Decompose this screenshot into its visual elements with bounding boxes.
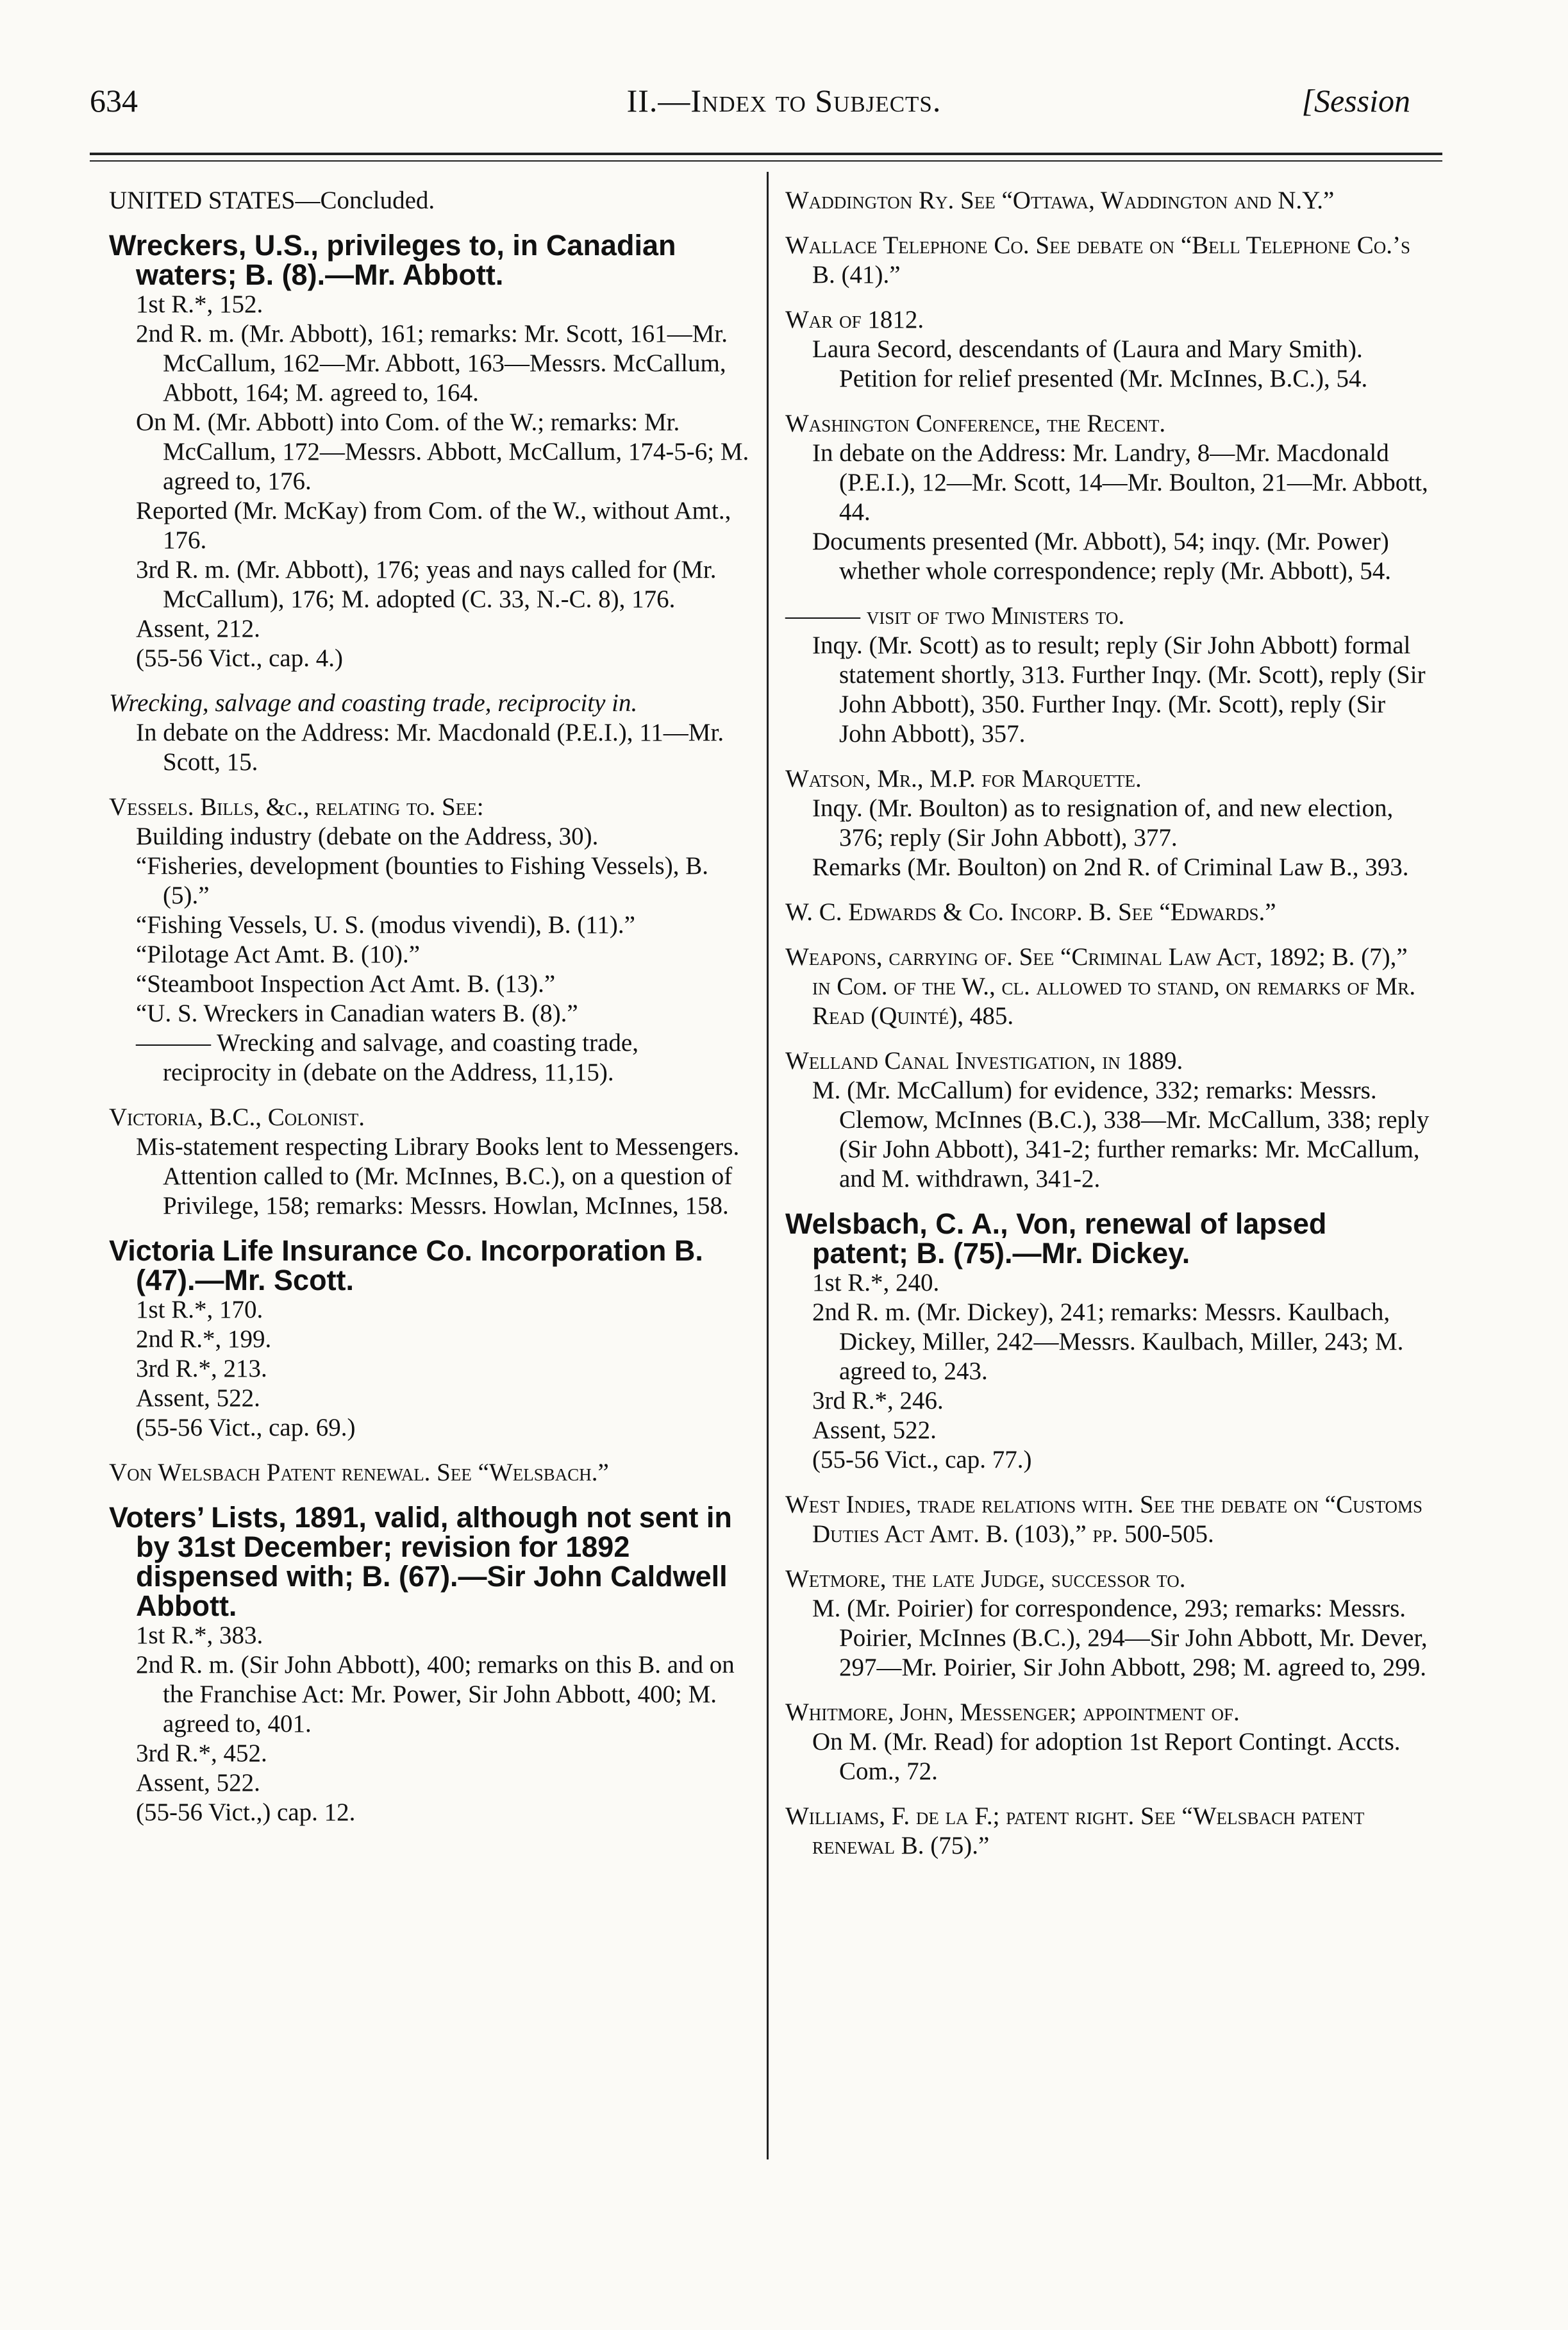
entry-line: On M. (Mr. Read) for adoption 1st Report Contingt. Accts. Com., 72. xyxy=(812,1728,1401,1785)
entry-line: Inqy. (Mr. Scott) as to result; reply (Sir John Abbott) formal statement shortly, 313. Further Inqy. (Mr. Scott), reply (Sir John Abbott), 350. Further Inqy. (Mr. Scott), reply (Sir John Abbott), 357. xyxy=(812,632,1426,748)
index-entry xyxy=(785,409,1430,586)
header-rule xyxy=(90,153,1442,155)
index-entry xyxy=(785,898,1430,927)
entry-heading: Weapons, carrying of. See “Criminal Law Act, 1892; B. (7),” in Com. of the W., cl. allowed to stand, on remarks of Mr. Read (Quinté), 485. xyxy=(785,943,1416,1030)
entry-heading: Vessels. Bills, &c., relating to. See: xyxy=(109,793,484,821)
entry-heading: Wrecking, salvage and coasting trade, reciprocity in. xyxy=(109,689,638,717)
entry-line: (55-56 Vict.,) cap. 12. xyxy=(136,1798,356,1826)
entry-heading: Wreckers, U.S., privileges to, in Canadian waters; B. (8).—Mr. Abbott. xyxy=(109,229,676,291)
entry-heading: Von Welsbach Patent renewal. See “Welsbach.” xyxy=(109,1459,609,1486)
session-label: [Session xyxy=(1301,83,1410,119)
entry-heading: Voters’ Lists, 1891, valid, although not sent in by 31st December; revision for 1892 dispensed with; B. (67).—Sir John Caldwell Abbott. xyxy=(109,1501,732,1622)
index-entry xyxy=(109,186,750,215)
entry-heading: W. C. Edwards & Co. Incorp. B. See “Edwards.” xyxy=(785,898,1276,926)
entry-line: In debate on the Address: Mr. Macdonald (P.E.I.), 11—Mr. Scott, 15. xyxy=(136,719,724,776)
entry-line: 3rd R.*, 246. xyxy=(812,1387,944,1414)
column-divider xyxy=(767,172,769,2159)
entry-heading: Wetmore, the late Judge, successor to. xyxy=(785,1565,1186,1593)
entry-heading: UNITED STATES—Concluded. xyxy=(109,187,435,214)
running-title: II.—Index to Subjects. xyxy=(626,83,942,119)
entry-heading: Williams, F. de la F.; patent right. See “Welsbach patent renewal B. (75).” xyxy=(785,1802,1365,1859)
entry-line: Laura Secord, descendants of (Laura and Mary Smith). Petition for relief presented (Mr. McInnes, B.C.), 54. xyxy=(812,335,1368,392)
entry-line: 3rd R. m. (Mr. Abbott), 176; yeas and nays called for (Mr. McCallum), 176; M. adopted (C. 33, N.-C. 8), 176. xyxy=(136,556,717,613)
header-rule-thin xyxy=(90,160,1442,162)
entry-heading: West Indies, trade relations with. See the debate on “Customs Duties Act Amt. B. (103),” pp. 500-505. xyxy=(785,1491,1423,1548)
index-entry xyxy=(109,1503,750,1827)
index-entry xyxy=(785,1046,1430,1194)
index-entry xyxy=(785,1564,1430,1682)
entry-line: Remarks (Mr. Boulton) on 2nd R. of Criminal Law B., 393. xyxy=(812,853,1409,881)
entry-line: 3rd R.*, 452. xyxy=(136,1739,267,1767)
entry-line: Assent, 522. xyxy=(136,1769,260,1797)
entry-line: 1st R.*, 383. xyxy=(136,1622,263,1649)
index-entry xyxy=(785,186,1430,215)
entry-line: 2nd R. m. (Sir John Abbott), 400; remarks on this B. and on the Franchise Act: Mr. Power, Sir John Abbott, 400; M. agreed to, 401. xyxy=(136,1651,735,1738)
entry-line: 2nd R. m. (Mr. Abbott), 161; remarks: Mr. Scott, 161—Mr. McCallum, 162—Mr. Abbott, 163—Messrs. McCallum, Abbott, 164; M. agreed to, 164. xyxy=(136,320,728,406)
entry-heading: Victoria, B.C., Colonist. xyxy=(109,1103,365,1131)
entry-line: 2nd R. m. (Mr. Dickey), 241; remarks: Messrs. Kaulbach, Dickey, Miller, 242—Messrs. Kaulbach, Miller, 243; M. agreed to, 243. xyxy=(812,1298,1404,1385)
entry-line: On M. (Mr. Abbott) into Com. of the W.; remarks: Mr. McCallum, 172—Messrs. Abbott, McCallum, 174-5-6; M. agreed to, 176. xyxy=(136,408,749,495)
entry-line: (55-56 Vict., cap. 77.) xyxy=(812,1446,1032,1473)
entry-heading: ——— visit of two Ministers to. xyxy=(785,602,1125,630)
entry-line: In debate on the Address: Mr. Landry, 8—Mr. Macdonald (P.E.I.), 12—Mr. Scott, 14—Mr. Boulton, 21—Mr. Abbott, 44. xyxy=(812,439,1428,526)
index-entry xyxy=(785,231,1430,290)
entry-line: “Steamboot Inspection Act Amt. B. (13).” xyxy=(136,970,556,998)
entry-line: Inqy. (Mr. Boulton) as to resignation of, and new election, 376; reply (Sir John Abbott), 377. xyxy=(812,794,1394,851)
entry-line: M. (Mr. McCallum) for evidence, 332; remarks: Messrs. Clemow, McInnes (B.C.), 338—Mr. McCallum, 338; reply (Sir John Abbott), 341-2; further remarks: Mr. McCallum, and M. withdrawn, 341-2. xyxy=(812,1077,1430,1193)
index-entry xyxy=(109,689,750,777)
entry-heading: Whitmore, John, Messenger; appointment of. xyxy=(785,1698,1240,1726)
entry-heading: Wallace Telephone Co. See debate on “Bell Telephone Co.’s B. (41).” xyxy=(785,231,1410,289)
entry-line: “Fisheries, development (bounties to Fishing Vessels), B. (5).” xyxy=(136,852,708,909)
entry-line: Mis-statement respecting Library Books lent to Messengers. Attention called to (Mr. McInnes, B.C.), on a question of Privilege, 158; remarks: Messrs. Howlan, McInnes, 158. xyxy=(136,1133,740,1219)
entry-line: Assent, 212. xyxy=(136,615,260,642)
index-entry xyxy=(109,792,750,1087)
index-entry xyxy=(109,231,750,673)
entry-heading: War of 1812. xyxy=(785,306,924,333)
index-entry xyxy=(785,1209,1430,1475)
entry-line: Assent, 522. xyxy=(812,1416,937,1444)
index-entry xyxy=(109,1103,750,1221)
entry-line: (55-56 Vict., cap. 4.) xyxy=(136,644,343,672)
entry-line: 1st R.*, 152. xyxy=(136,290,263,318)
entry-line: 1st R.*, 170. xyxy=(136,1296,263,1323)
entry-heading: Welland Canal Investigation, in 1889. xyxy=(785,1047,1183,1075)
index-entry xyxy=(785,305,1430,394)
index-entry xyxy=(109,1458,750,1488)
left-column xyxy=(109,186,750,1843)
entry-line: “Fishing Vessels, U. S. (modus vivendi), B. (11).” xyxy=(136,911,635,939)
entry-line: M. (Mr. Poirier) for correspondence, 293; remarks: Messrs. Poirier, McInnes (B.C.), 294—Sir John Abbott, Mr. Dever, 297—Mr. Poirier, Sir John Abbott, 298; M. agreed to, 299. xyxy=(812,1595,1428,1681)
entry-line: Building industry (debate on the Address, 30). xyxy=(136,823,599,850)
index-entry xyxy=(109,1236,750,1443)
entry-heading: Waddington Ry. See “Ottawa, Waddington and N.Y.” xyxy=(785,187,1335,214)
index-entry xyxy=(785,943,1430,1031)
entry-heading: Washington Conference, the Recent. xyxy=(785,410,1166,437)
entry-line: Documents presented (Mr. Abbott), 54; inqy. (Mr. Power) whether whole correspondence; reply (Mr. Abbott), 54. xyxy=(812,528,1392,585)
entry-heading: Watson, Mr., M.P. for Marquette. xyxy=(785,765,1142,792)
entry-line: “U. S. Wreckers in Canadian waters B. (8).” xyxy=(136,1000,578,1027)
entry-line: Assent, 522. xyxy=(136,1384,260,1412)
page-number: 634 xyxy=(90,83,138,119)
entry-line: 2nd R.*, 199. xyxy=(136,1325,272,1353)
index-entry xyxy=(785,1698,1430,1786)
right-column xyxy=(785,186,1430,1876)
entry-line: “Pilotage Act Amt. B. (10).” xyxy=(136,941,421,968)
entry-heading: Welsbach, C. A., Von, renewal of lapsed patent; B. (75).—Mr. Dickey. xyxy=(785,1207,1327,1270)
index-entry xyxy=(785,601,1430,749)
index-entry xyxy=(785,764,1430,882)
entry-line: ——— Wrecking and salvage, and coasting trade, reciprocity in (debate on the Address, 11,15). xyxy=(136,1029,638,1086)
entry-line: 1st R.*, 240. xyxy=(812,1269,940,1296)
index-entry xyxy=(785,1802,1430,1861)
entry-line: 3rd R.*, 213. xyxy=(136,1355,267,1382)
index-entry xyxy=(785,1490,1430,1549)
entry-heading: Victoria Life Insurance Co. Incorporation B. (47).—Mr. Scott. xyxy=(109,1234,703,1296)
entry-line: (55-56 Vict., cap. 69.) xyxy=(136,1414,356,1441)
entry-line: Reported (Mr. McKay) from Com. of the W., without Amt., 176. xyxy=(136,497,731,554)
